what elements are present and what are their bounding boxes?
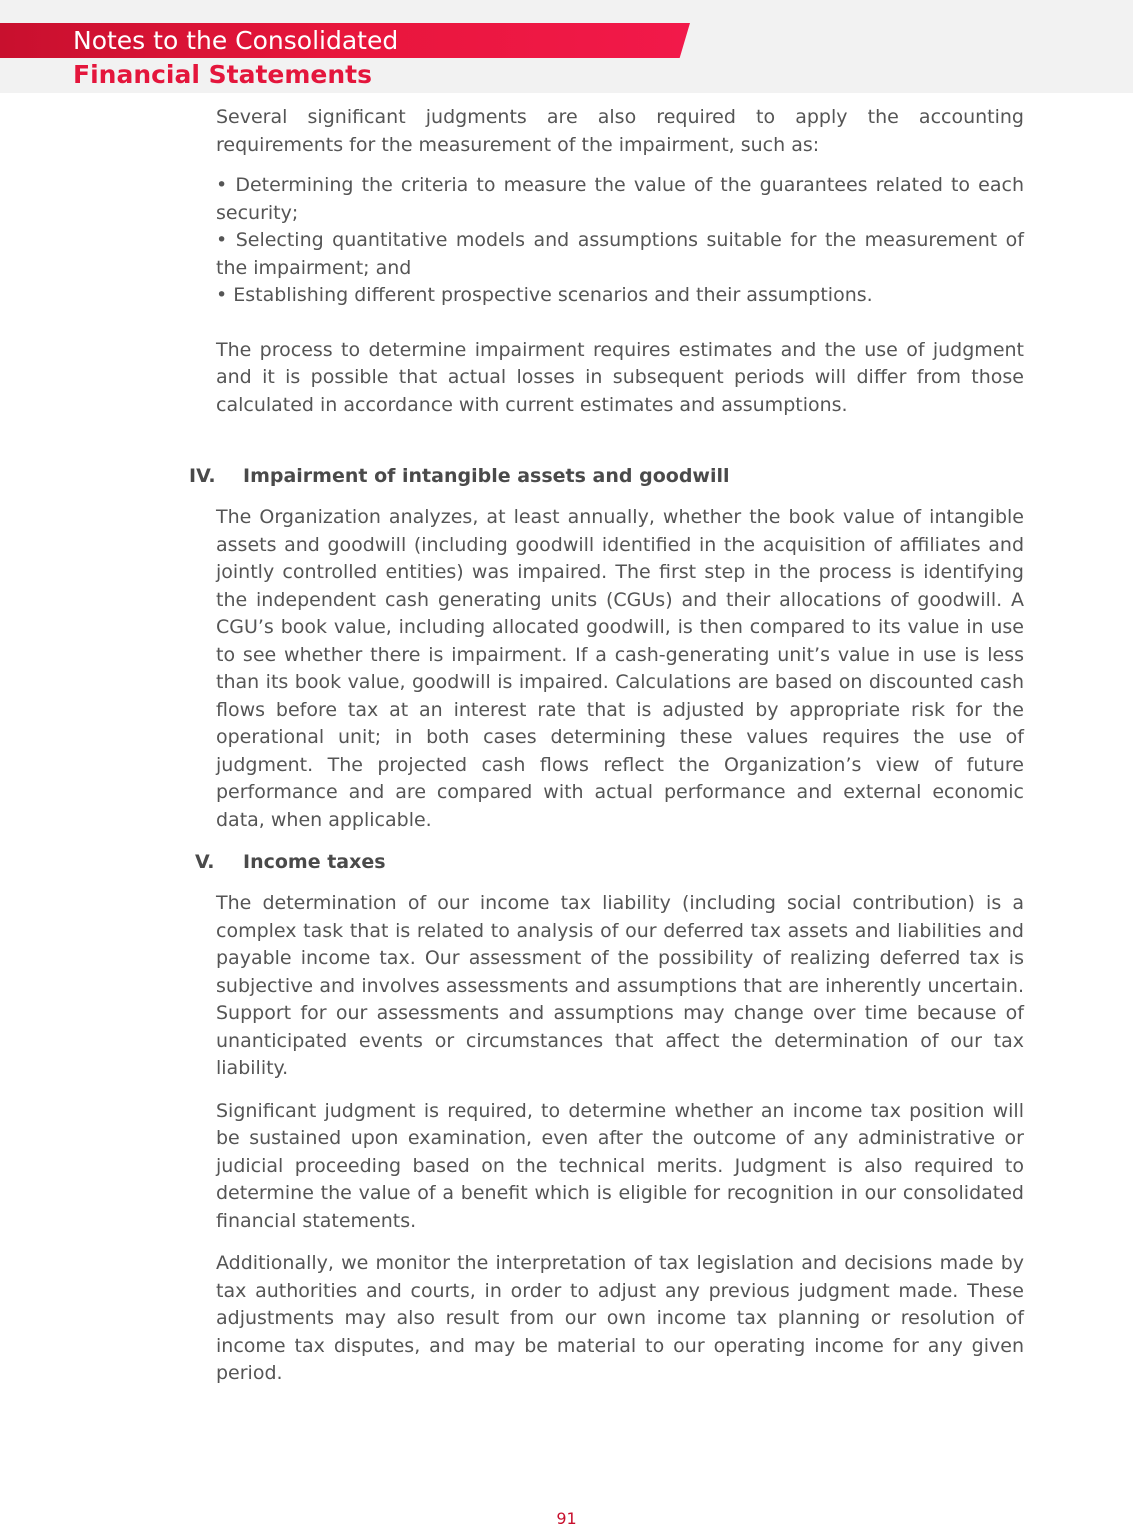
section-v-title: Income taxes: [243, 851, 386, 873]
bullet-list: [216, 172, 1024, 310]
section-v-paragraph: Additionally, we monitor the interpretation of tax legislation and decisions made by tax authorities and courts, in order to adjust any previous judgment made. These adjustments may also result from our own income tax planning or resolution of income tax disputes, and may be material to our operating income for any given period.: [216, 1252, 1024, 1384]
section-iv-number: IV.: [189, 465, 216, 487]
section-iv-title: Impairment of intangible assets and goodwill: [243, 465, 730, 487]
bullet-item: • Establishing different prospective scenarios and their assumptions.: [216, 284, 873, 306]
section-iv-paragraph: The Organization analyzes, at least annually, whether the book value of intangible assets and goodwill (including goodwill identified in the acquisition of affiliates and jointly controlled entities) was impaired. The first step in the process is identifying the independent cash generating units (CGUs) and their allocations of goodwill. A CGU’s book value, including allocated goodwill, is then compared to its value in use to see whether there is impairment. If a cash-generating unit’s value in use is less than its book value, goodwill is impaired. Calculations are based on discounted cash flows before tax at an interest rate that is adjusted by appropriate risk for the operational unit; in both cases determining these values requires the use of judgment. The projected cash flows reflect the Organization’s view of future performance and are compared with actual performance and external economic data, when applicable.: [216, 506, 1024, 831]
header-title-line1: Notes to the Consolidated: [73, 26, 399, 55]
section-v-heading: [195, 848, 1024, 876]
main-content: [189, 104, 1024, 1388]
intro-closing-paragraph: The process to determine impairment requires estimates and the use of judgment and it is possible that actual losses in subsequent periods will differ from those calculated in accordance with current estimates and assumptions.: [216, 338, 1024, 416]
section-v-paragraph: The determination of our income tax liability (including social contribution) is a complex task that is related to analysis of our deferred tax assets and liabilities and payable income tax. Our assessment of the possibility of realizing deferred tax is subjective and involves assessments and assumptions that are inherently uncertain. Support for our assessments and assumptions may change over time because of unanticipated events or circumstances that affect the determination of our tax liability.: [216, 892, 1024, 1079]
section-iv-heading: [189, 462, 1024, 490]
intro-paragraph: Several significant judgments are also required to apply the accounting requirements for the measurement of the impairment, such as:: [216, 106, 1024, 156]
bullet-item: • Selecting quantitative models and assumptions suitable for the measurement of the impairment; and: [216, 229, 1024, 279]
section-v-paragraph: Significant judgment is required, to determine whether an income tax position will be sustained upon examination, even after the outcome of any administrative or judicial proceeding based on the technical merits. Judgment is also required to determine the value of a benefit which is eligible for recognition in our consolidated financial statements.: [216, 1099, 1024, 1232]
header-title-line2: Financial Statements: [73, 60, 373, 89]
section-v-number: V.: [195, 851, 215, 873]
bullet-item: • Determining the criteria to measure the value of the guarantees related to each security;: [216, 174, 1024, 224]
page-number: 91: [556, 1509, 577, 1528]
